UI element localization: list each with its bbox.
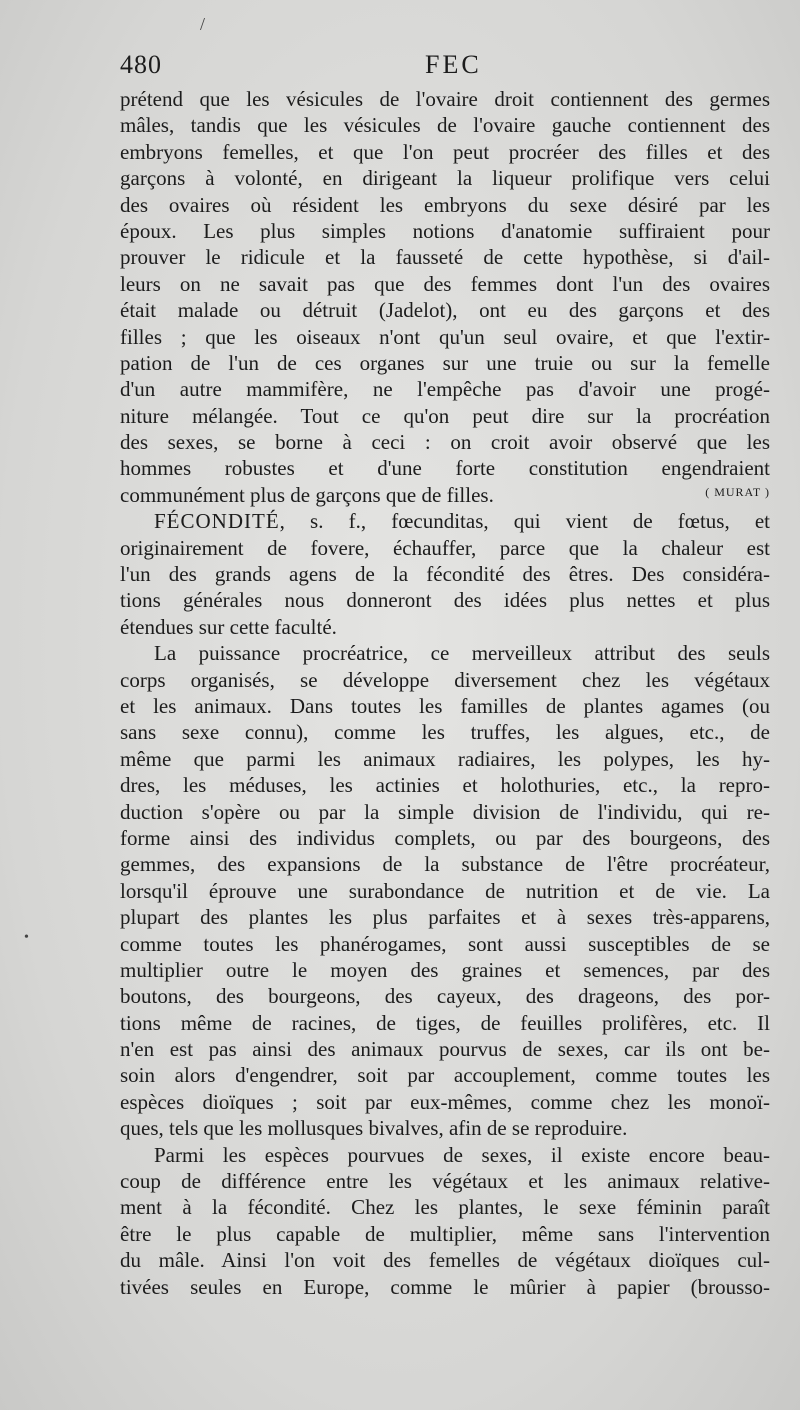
margin-mark: / [200,14,206,34]
running-head: FEC [425,50,482,79]
text-line: comme toutes les phanérogames, sont aussi susceptibles de se [120,931,770,956]
text-line: plupart des plantes les plus parfaites et à sexes très-apparens, [120,905,770,930]
text-line: hommes robustes et d'une forte constitution engendraient [120,456,770,481]
text-line: prétend que les vésicules de l'ovaire droit contiennent des germes [120,87,770,111]
text-line: l'un des grands agens de la fécondité des êtres. Des considéra- [120,562,770,587]
text-column [120,86,770,1300]
paragraph-first-line: Parmi les espèces pourvues de sexes, il existe encore beau- [154,1142,770,1167]
text-line: d'un autre mammifère, ne l'empêche pas d'avoir une progé- [120,377,770,402]
text-line: mâles, tandis que les vésicules de l'ovaire gauche contiennent des [120,113,770,138]
text-line: embryons femelles, et que l'on peut procréer des filles et des [120,139,770,164]
text-line: gemmes, des expansions de la substance de l'être procréateur, [120,852,770,877]
text-line [120,482,770,508]
text-line: époux. Les plus simples notions d'anatomie suffiraient pour [120,218,770,243]
text-line: même que parmi les animaux radiaires, les polypes, les hy- [120,746,770,771]
dictionary-entry [120,508,770,1300]
text-line: tivées seules en Europe, comme le mûrier à papier (brousso- [120,1274,770,1299]
text-line: espèces dioïques ; soit par eux-mêmes, comme chez les monoï- [120,1089,770,1114]
text-line: prouver le ridicule et la fausseté de cette hypothèse, si d'ail- [120,245,770,270]
text-line: tions générales nous donneront des idées plus nettes et plus [120,588,770,613]
margin-mark: • [24,930,29,945]
text-line: lorsqu'il éprouve une surabondance de nutrition et de vie. La [120,878,770,903]
text-line: forme ainsi des individus complets, ou par des bourgeons, des [120,825,770,850]
text-line: et les animaux. Dans toutes les familles de plantes agames (ou [120,693,770,718]
entry-first-line [120,508,770,534]
text-line: coup de différence entre les végétaux et les animaux relative- [120,1169,770,1194]
text-line: originairement de fovere, échauffer, parce que la chaleur est [120,535,770,560]
author-signature: ( MURAT ) [705,484,770,499]
entry-headword: FÉCONDITÉ [154,509,280,534]
text-line: sans sexe connu), comme les truffes, les algues, etc., de [120,720,770,745]
text-line: garçons à volonté, en dirigeant la liqueur prolifique vers celui [120,166,770,191]
text-line: dres, les méduses, les actinies et holothuries, etc., la repro- [120,773,770,798]
previous-entry-continuation [120,86,770,508]
page-number: 480 [120,50,162,79]
text-line: n'en est pas ainsi des animaux pourvus de sexes, car ils ont be- [120,1037,770,1062]
text-line: corps organisés, se développe diversement chez les végétaux [120,667,770,692]
text-line: multiplier outre le moyen des graines et semences, par des [120,957,770,982]
text-line: ques, tels que les mollusques bivalves, afin de se reproduire. [120,1116,628,1141]
text-line: était malade ou détruit (Jadelot), ont eu des garçons et des [120,298,770,323]
text-line: leurs on ne savait pas que des femmes dont l'un des ovaires [120,271,770,296]
text-line: boutons, des bourgeons, des cayeux, des drageons, des por- [120,984,770,1009]
text-line: des ovaires où résident les embryons du sexe désiré par les [120,192,770,217]
text-line: tions même de racines, de tiges, de feuilles prolifères, etc. Il [120,1010,770,1035]
text-line: niture mélangée. Tout ce qu'on peut dire sur la procréation [120,403,770,428]
text-line: filles ; que les oiseaux n'ont qu'un seul ovaire, et que l'extir- [120,324,770,349]
text-line: étendues sur cette faculté. [120,614,337,639]
text-line: du mâle. Ainsi l'on voit des femelles de végétaux dioïques cul- [120,1248,770,1273]
text-line: pation de l'un de ces organes sur une truie ou sur la femelle [120,350,770,375]
text-line: des sexes, se borne à ceci : on croit avoir observé que les [120,430,770,455]
page-header [120,50,775,84]
closing-sentence: communément plus de garçons que de filles. [120,482,494,507]
text-line: duction s'opère ou par la simple division de l'individu, qui re- [120,799,770,824]
text-line: ment à la fécondité. Chez les plantes, le sexe féminin paraît [120,1195,770,1220]
text-line: soin alors d'engendrer, soit par accouplement, comme toutes les [120,1063,770,1088]
paragraph-first-line: La puissance procréatrice, ce merveilleux attribut des seuls [154,641,770,666]
entry-definition-start: , s. f., fœcunditas, qui vient de fœtus, et [279,509,770,534]
text-line: être le plus capable de multiplier, même sans l'intervention [120,1221,770,1246]
